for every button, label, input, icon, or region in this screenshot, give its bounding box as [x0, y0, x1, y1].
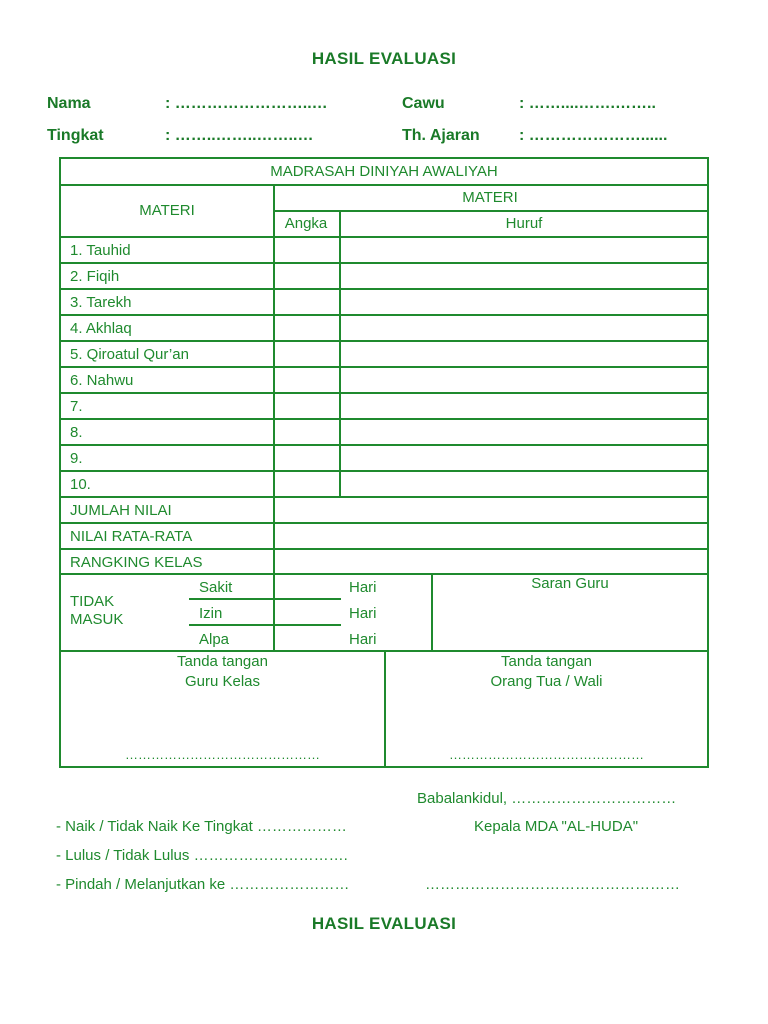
row-line [61, 392, 707, 394]
row-line [61, 262, 707, 264]
row-line [61, 236, 707, 238]
ttd-ortu-line2: Orang Tua / Wali [490, 673, 603, 690]
row-line [61, 418, 707, 420]
lulus-line: - Lulus / Tidak Lulus …………………………. [56, 847, 348, 864]
rangking-kelas-label: RANGKING KELAS [70, 554, 203, 571]
row-line [61, 444, 707, 446]
kepala-sign-dots: …………………………………………… [425, 876, 680, 893]
cawu-value: : ……....…….…….. [519, 95, 656, 112]
row-line [61, 548, 707, 550]
hari-label: Hari [349, 605, 377, 622]
tingkat-value: : ……..……..……..… [165, 127, 314, 144]
ttd-guru-line1: Tanda tangan [177, 653, 268, 670]
evaluation-form [59, 157, 709, 768]
materi-column-header: MATERI [139, 202, 195, 219]
absence-line [189, 624, 341, 626]
subject-row: 5. Qiroatul Qur’an [70, 346, 189, 363]
ajaran-value: : …………………...... [519, 127, 668, 144]
materi-group-header: MATERI [462, 189, 518, 206]
huruf-header: Huruf [505, 215, 543, 232]
angka-header: Angka [284, 215, 328, 232]
ajaran-label: Th. Ajaran [402, 127, 480, 144]
row-line [61, 366, 707, 368]
col-line [273, 184, 275, 573]
subject-row: 9. [70, 450, 83, 467]
row-line [61, 314, 707, 316]
pindah-line: - Pindah / Melanjutkan ke …………………… [56, 876, 350, 893]
page-title-repeat: HASIL EVALUASI [311, 914, 457, 933]
subject-row: 2. Fiqih [70, 268, 120, 285]
hari-label: Hari [349, 631, 377, 648]
hari-label: Hari [349, 579, 377, 596]
row-line [61, 522, 707, 524]
ttd-ortu-dots: ……………………………………… [449, 747, 644, 762]
sakit-label: Sakit [199, 579, 233, 596]
tidak-label: TIDAK [70, 593, 115, 610]
masuk-label: MASUK [70, 611, 124, 628]
subject-row: 3. Tarekh [70, 294, 132, 311]
subject-row: 6. Nahwu [70, 372, 134, 389]
kepala-label: Kepala MDA "AL-HUDA" [474, 818, 639, 835]
row-line [61, 184, 707, 186]
naik-line: - Naik / Tidak Naik Ke Tingkat ……………… [56, 818, 347, 835]
col-line [339, 210, 341, 496]
alpa-label: Alpa [199, 631, 230, 648]
nama-value: : ……………………..… [165, 95, 328, 112]
subject-row: 7. [70, 398, 83, 415]
row-line [61, 470, 707, 472]
ttd-guru-line2: Guru Kelas [184, 673, 261, 690]
ttd-ortu-line1: Tanda tangan [501, 653, 592, 670]
row-line [61, 496, 707, 498]
row-line [61, 288, 707, 290]
table-heading: MADRASAH DINIYAH AWALIYAH [270, 163, 498, 180]
page-title: HASIL EVALUASI [311, 49, 457, 68]
col-line [273, 573, 275, 650]
nilai-rata-rata-label: NILAI RATA-RATA [70, 528, 193, 545]
saran-guru-label: Saran Guru [531, 575, 609, 592]
jumlah-nilai-label: JUMLAH NILAI [70, 502, 172, 519]
row-line [61, 340, 707, 342]
cawu-label: Cawu [402, 95, 445, 112]
subject-row: 10. [70, 476, 91, 493]
subject-row: 8. [70, 424, 83, 441]
nama-label: Nama [47, 95, 91, 112]
izin-label: Izin [199, 605, 223, 622]
tingkat-label: Tingkat [47, 127, 104, 144]
ttd-guru-dots: ……………………………………… [125, 747, 320, 762]
absence-line [189, 598, 341, 600]
subject-row: 4. Akhlaq [70, 320, 132, 337]
subject-row: 1. Tauhid [70, 242, 131, 259]
place-date: Babalankidul, …………………………… [417, 790, 677, 807]
